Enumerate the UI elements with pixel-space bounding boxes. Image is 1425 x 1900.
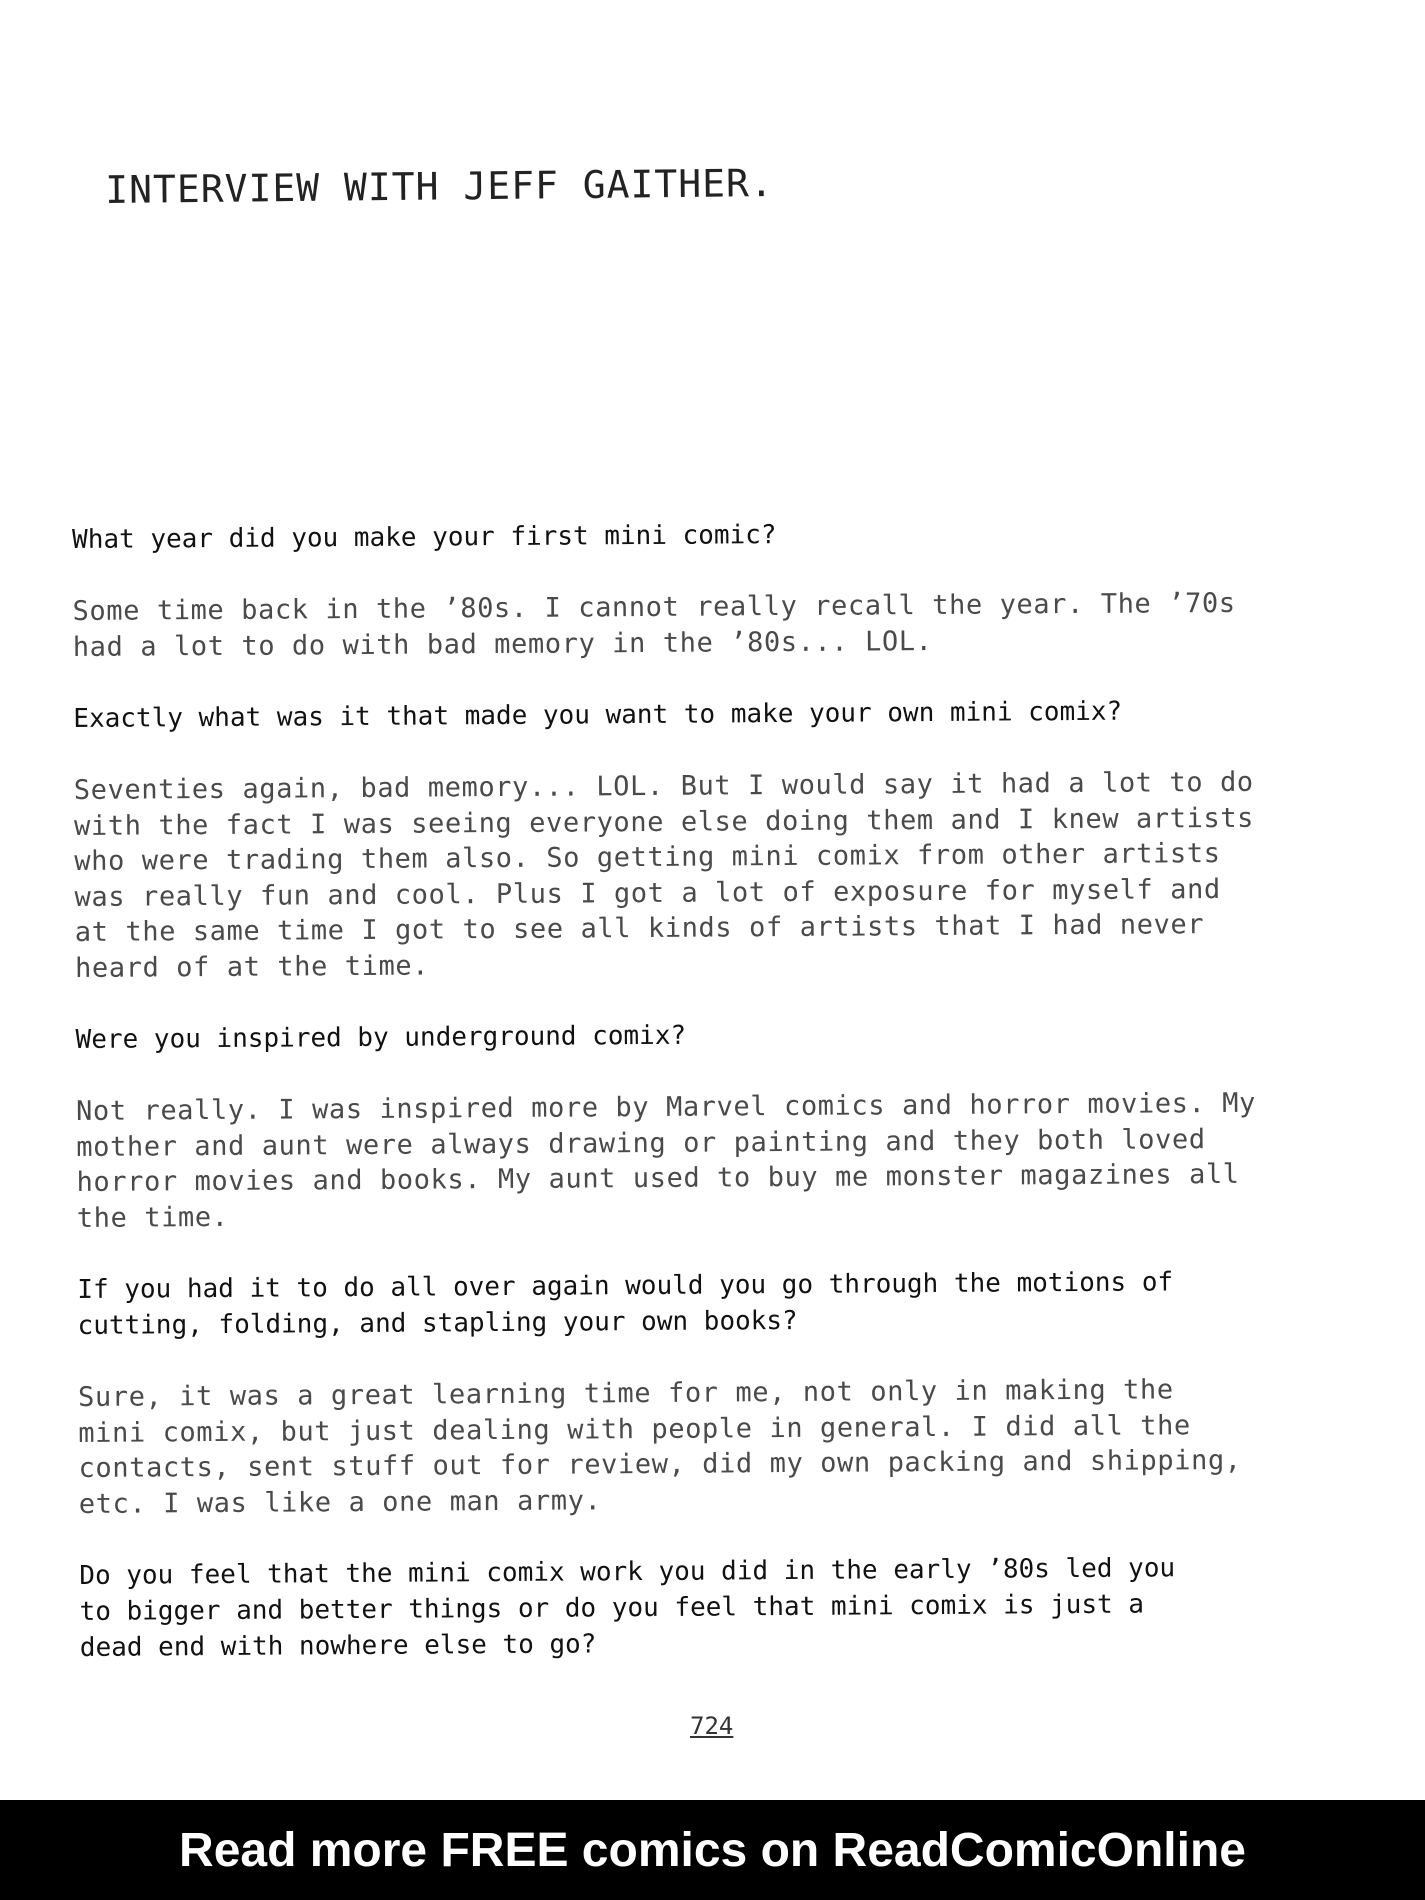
interview-body	[72, 514, 1280, 1702]
page-number: 724	[690, 1712, 734, 1740]
page-title: INTERVIEW WITH JEFF GAITHER.	[105, 160, 775, 212]
question-1: What year did you make your first mini comic?	[72, 520, 777, 555]
answer-4: Sure, it was a great learning time for me, not only in making the mini comix, but just dealing with people in general. I did all the contacts, sent stuff out for review, did my own packing and shipping, etc. I was like a one man army.	[78, 1374, 1242, 1520]
answer-3: Not really. I was inspired more by Marvel comics and horror movies. My mother and aunt were always drawing or painting and they both loved horror movies and books. My aunt used to buy me monster magazines all the time.	[76, 1087, 1257, 1234]
question-5: Do you feel that the mini comix work you did in the early ’80s led you to bigger and better things or do you feel that mini comix is just a dead end with nowhere else to go?	[79, 1553, 1176, 1663]
answer-1: Some time back in the ’80s. I cannot really recall the year. The ’70s had a lot to do with bad memory in the ’80s... LOL.	[72, 587, 1236, 663]
question-3: Were you inspired by underground comix?	[75, 1020, 687, 1055]
footer-banner[interactable]	[0, 1800, 1425, 1900]
answer-2: Seventies again, bad memory... LOL. But I would say it had a lot to do with the fact I was seeing everyone else doing them and I knew artists who were trading them also. So getting mini comix from other artists was really fun and cool. Plus I got a lot of exposure for myself and at the same time I got to see all kinds of artists that I had never heard of at the time.	[73, 766, 1255, 984]
question-4: If you had it to do all over again would you go through the motions of cutting, folding, and stapling your own books?	[77, 1267, 1174, 1341]
footer-banner-text[interactable]: Read more FREE comics on ReadComicOnline	[179, 1823, 1246, 1877]
question-2: Exactly what was it that made you want to make your own mini comix?	[73, 696, 1123, 734]
